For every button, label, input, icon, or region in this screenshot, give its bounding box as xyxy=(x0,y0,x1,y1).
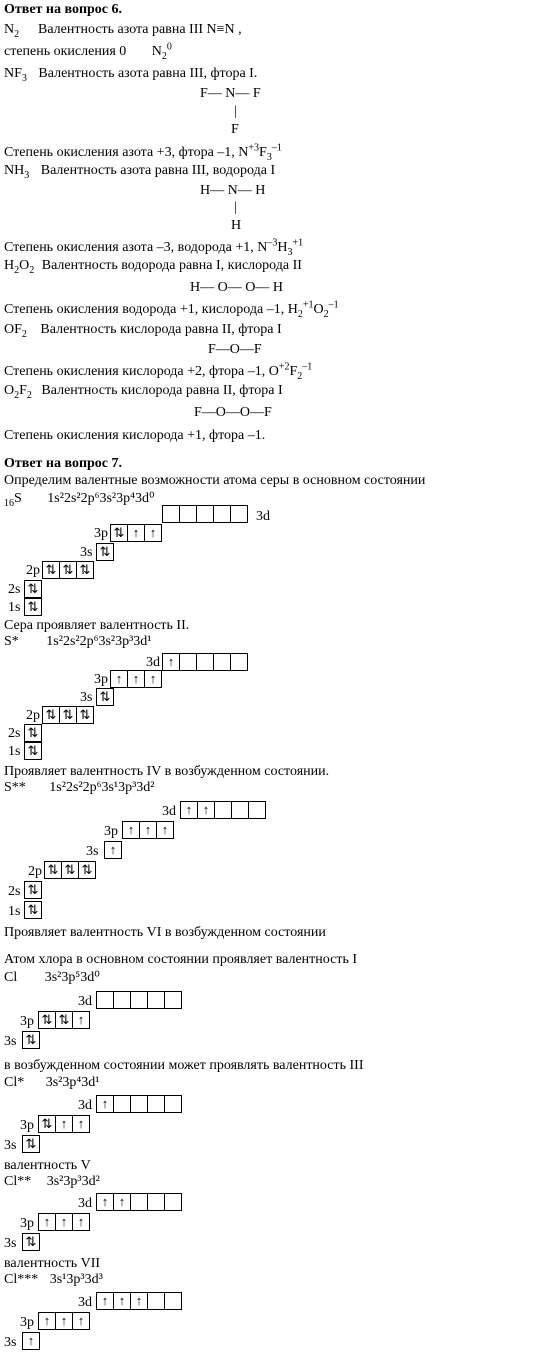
of2-sub: 2 xyxy=(21,328,27,340)
s-3s-label: 3s xyxy=(80,545,93,560)
up-arrow-icon: ↑ xyxy=(130,1292,148,1310)
s2-valence: Проявляет валентность VI в возбужденном состоянии xyxy=(4,925,326,940)
cl3-3s-cells xyxy=(22,1332,40,1350)
h2o2-ox-o: O xyxy=(313,302,324,317)
s1-3s-label: 3s xyxy=(80,690,93,705)
s2-2p-label: 2p xyxy=(28,864,42,879)
of2-ox-line xyxy=(4,361,313,382)
orbital-cell xyxy=(147,1095,165,1113)
pair-arrow-icon: ⇅ xyxy=(42,706,60,724)
q7-intro: Определим валентные возможности атома серы в основном состоянии xyxy=(4,473,426,488)
n2-structure: N≡N xyxy=(206,22,235,37)
s1-1s-cells xyxy=(24,742,42,760)
nh3-ox-text: Степень окисления азота –3, водорода +1, N xyxy=(4,240,268,255)
orbital-cell xyxy=(196,505,214,523)
s2-2s-label: 2s xyxy=(8,884,21,899)
nf3-ox-line xyxy=(4,142,282,163)
s1-2p-label: 2p xyxy=(26,708,40,723)
orbital-cell xyxy=(113,991,131,1009)
s2-3d-label: 3d xyxy=(162,804,176,819)
nf3-struct-bond: | xyxy=(234,104,237,119)
orbital-cell xyxy=(230,505,248,523)
nf3-ox-text: Степень окисления азота +3, фтора –1, N xyxy=(4,145,249,160)
orbital-cell xyxy=(164,1193,182,1211)
up-arrow-icon: ↑ xyxy=(122,821,140,839)
s1-3s-cells xyxy=(96,688,114,706)
orbital-cell xyxy=(248,801,266,819)
up-arrow-icon: ↑ xyxy=(96,1193,114,1211)
nh3-ox-sup1: –3 xyxy=(267,237,278,249)
o2f2-struct: F—O—O—F xyxy=(194,405,272,420)
of2-ox-sub: 2 xyxy=(297,370,303,382)
of2-ox-sup1: +2 xyxy=(278,361,290,373)
up-arrow-icon: ↑ xyxy=(96,1095,114,1113)
pair-arrow-icon: ⇅ xyxy=(24,881,42,899)
of2-ox-f: F xyxy=(289,364,298,379)
s-3s-cells xyxy=(96,543,114,561)
pair-arrow-icon: ⇅ xyxy=(55,1011,73,1029)
n2-formula-sub: 2 xyxy=(14,28,20,40)
nf3-ox-sup2: –1 xyxy=(271,142,282,154)
h2o2-ox-sup2: –1 xyxy=(328,299,339,311)
orbital-cell xyxy=(230,653,248,671)
cl2-valence: валентность V xyxy=(4,1158,91,1173)
pair-arrow-icon: ⇅ xyxy=(44,861,62,879)
pair-arrow-icon: ⇅ xyxy=(59,561,77,579)
up-arrow-icon: ↑ xyxy=(144,524,162,542)
n2-ox-formula: N xyxy=(151,44,162,59)
s-symbol: S xyxy=(14,491,22,506)
pair-arrow-icon: ⇅ xyxy=(110,524,128,542)
s2-config: 1s²2s²2p⁶3s¹3p³3d² xyxy=(49,780,155,795)
up-arrow-icon: ↑ xyxy=(139,821,157,839)
cl1-3p-cells xyxy=(38,1115,90,1133)
s-3d-cells xyxy=(162,505,248,523)
cl1-3d-label: 3d xyxy=(78,1098,92,1113)
h2o2-ox-line xyxy=(4,299,339,320)
cl1-3d-cells xyxy=(96,1095,182,1113)
h2o2-line xyxy=(4,258,302,274)
up-arrow-icon: ↑ xyxy=(55,1213,73,1231)
up-arrow-icon: ↑ xyxy=(180,801,198,819)
cl2-symbol: Cl** xyxy=(4,1174,32,1189)
o2f2-sub2: 2 xyxy=(26,389,32,401)
o2f2-sub1: 2 xyxy=(14,389,20,401)
s2-2s-cells xyxy=(24,881,42,899)
h2o2-sub2: 2 xyxy=(29,264,35,276)
orbital-cell xyxy=(130,1095,148,1113)
pair-arrow-icon: ⇅ xyxy=(96,543,114,561)
h2o2-ox-text: Степень окисления водорода +1, кислорода –1, H xyxy=(4,302,298,317)
of2-formula: OF xyxy=(4,322,22,337)
s-valence: Сера проявляет валентность II. xyxy=(4,618,190,633)
s-2s-cells xyxy=(24,580,42,598)
orbital-cell xyxy=(130,1193,148,1211)
cl1-3p-label: 3p xyxy=(20,1118,34,1133)
s1-symbol: S* xyxy=(4,634,19,649)
h2o2-struct: H— O— O— H xyxy=(190,280,283,295)
cl-3s-cells xyxy=(22,1031,40,1049)
pair-arrow-icon: ⇅ xyxy=(59,706,77,724)
of2-ox-text: Степень окисления кислорода +2, фтора –1, O xyxy=(4,364,279,379)
pair-arrow-icon: ⇅ xyxy=(22,1135,40,1153)
of2-struct: F—O—F xyxy=(208,342,262,357)
up-arrow-icon: ↑ xyxy=(104,841,122,859)
of2-line xyxy=(4,322,282,338)
o2f2-ox-line: Степень окисления кислорода +1, фтора –1. xyxy=(4,428,266,443)
cl1-config: 3s²3p⁴3d¹ xyxy=(45,1075,100,1090)
s2-1s-label: 1s xyxy=(8,904,21,919)
cl-3s-label: 3s xyxy=(4,1034,17,1049)
pair-arrow-icon: ⇅ xyxy=(38,1115,56,1133)
up-arrow-icon: ↑ xyxy=(38,1213,56,1231)
up-arrow-icon: ↑ xyxy=(127,524,145,542)
up-arrow-icon: ↑ xyxy=(55,1312,73,1330)
cl2-3d-label: 3d xyxy=(78,1196,92,1211)
nf3-text: Валентность азота равна III, фтора I. xyxy=(38,66,258,81)
nf3-sub: 3 xyxy=(21,72,27,84)
cl-intro: Атом хлора в основном состоянии проявляет валентность I xyxy=(4,952,358,967)
nh3-struct-bottom: H xyxy=(231,218,242,233)
cl3-config: 3s¹3p³3d³ xyxy=(49,1272,103,1287)
cl-line xyxy=(4,970,100,986)
nh3-ox-sub: 3 xyxy=(287,246,293,258)
orbital-cell xyxy=(213,653,231,671)
up-arrow-icon: ↑ xyxy=(127,670,145,688)
cl3-line xyxy=(4,1272,103,1288)
h2o2-ox-sup1: +1 xyxy=(302,299,314,311)
orbital-cell xyxy=(130,991,148,1009)
s1-config: 1s²2s²2p⁶3s²3p³3d¹ xyxy=(46,634,152,649)
cl3-3p-cells xyxy=(38,1312,90,1330)
h2o2-text: Валентность водорода равна I, кислорода II xyxy=(41,258,302,273)
s-2p-cells xyxy=(42,561,94,579)
s2-3p-cells xyxy=(122,821,174,839)
nf3-struct-top: F— N— F xyxy=(200,86,261,101)
nf3-struct-bottom: F xyxy=(231,122,239,137)
s-3d-label: 3d xyxy=(256,509,270,524)
orbital-cell xyxy=(113,1095,131,1113)
cl-3d-label: 3d xyxy=(78,994,92,1009)
orbital-cell xyxy=(162,505,180,523)
cl3-valence: валентность VII xyxy=(4,1256,101,1271)
s1-2p-cells xyxy=(42,706,94,724)
nh3-ox-sup2: +1 xyxy=(292,237,304,249)
pair-arrow-icon: ⇅ xyxy=(96,688,114,706)
pair-arrow-icon: ⇅ xyxy=(24,742,42,760)
s-config: 1s²2s²2p⁶3s²3p⁴3d⁰ xyxy=(47,491,155,506)
cl2-config: 3s²3p³3d² xyxy=(46,1174,100,1189)
pair-arrow-icon: ⇅ xyxy=(78,861,96,879)
nh3-ox-h: H xyxy=(277,240,288,255)
s-3p-label: 3p xyxy=(94,526,108,541)
s1-3d-cells xyxy=(162,653,248,671)
pair-arrow-icon: ⇅ xyxy=(24,901,42,919)
n2-line xyxy=(4,22,19,38)
orbital-cell xyxy=(147,991,165,1009)
up-arrow-icon: ↑ xyxy=(72,1115,90,1133)
pair-arrow-icon: ⇅ xyxy=(22,1233,40,1251)
cl2-3s-label: 3s xyxy=(4,1236,17,1251)
s-line xyxy=(4,491,155,507)
cl-symbol: Cl xyxy=(4,970,18,985)
up-arrow-icon: ↑ xyxy=(162,653,180,671)
s1-2s-cells xyxy=(24,724,42,742)
cl1-3s-label: 3s xyxy=(4,1138,17,1153)
n2-text xyxy=(38,22,242,38)
q7-heading: Ответ на вопрос 7. xyxy=(4,456,123,471)
up-arrow-icon: ↑ xyxy=(113,1292,131,1310)
orbital-cell xyxy=(214,801,232,819)
s1-1s-label: 1s xyxy=(8,744,21,759)
up-arrow-icon: ↑ xyxy=(197,801,215,819)
nh3-text: Валентность азота равна III, водорода I xyxy=(40,163,276,178)
q6-heading: Ответ на вопрос 6. xyxy=(4,2,123,17)
pair-arrow-icon: ⇅ xyxy=(38,1011,56,1029)
orbital-cell xyxy=(164,991,182,1009)
cl2-line xyxy=(4,1174,100,1190)
up-arrow-icon: ↑ xyxy=(55,1115,73,1133)
orbital-cell xyxy=(96,991,114,1009)
s1-2s-label: 2s xyxy=(8,726,21,741)
pair-arrow-icon: ⇅ xyxy=(24,724,42,742)
pair-arrow-icon: ⇅ xyxy=(22,1031,40,1049)
up-arrow-icon: ↑ xyxy=(72,1011,90,1029)
up-arrow-icon: ↑ xyxy=(110,670,128,688)
s1-3p-label: 3p xyxy=(94,672,108,687)
pair-arrow-icon: ⇅ xyxy=(76,706,94,724)
nf3-ox-f: F xyxy=(259,145,267,160)
s-atomic-number: 16 xyxy=(4,497,14,509)
cl2-3d-cells xyxy=(96,1193,182,1211)
cl-config: 3s²3p⁵3d⁰ xyxy=(44,970,100,985)
s-3p-cells xyxy=(110,524,162,542)
orbital-cell xyxy=(213,505,231,523)
s1-3p-cells xyxy=(110,670,162,688)
pair-arrow-icon: ⇅ xyxy=(24,598,42,616)
cl3-3p-label: 3p xyxy=(20,1315,34,1330)
up-arrow-icon: ↑ xyxy=(72,1213,90,1231)
s1-valence: Проявляет валентность IV в возбужденном состоянии. xyxy=(4,764,330,779)
nh3-struct-top: H— N— H xyxy=(200,183,266,198)
nh3-line xyxy=(4,163,275,179)
h2o2-ox-sub2: 2 xyxy=(323,308,329,320)
nf3-ox-sub: 3 xyxy=(266,151,272,163)
n2-comma: , xyxy=(238,22,242,37)
up-arrow-icon: ↑ xyxy=(156,821,174,839)
cl-3d-cells xyxy=(96,991,182,1009)
orbital-cell xyxy=(164,1292,182,1310)
orbital-cell xyxy=(231,801,249,819)
up-arrow-icon: ↑ xyxy=(38,1312,56,1330)
nf3-line xyxy=(4,66,257,82)
cl2-3s-cells xyxy=(22,1233,40,1251)
cl3-3d-label: 3d xyxy=(78,1295,92,1310)
n2-ox-sup: 0 xyxy=(166,41,172,53)
orbital-cell xyxy=(147,1292,165,1310)
cl3-3s-label: 3s xyxy=(4,1335,17,1350)
s-1s-label: 1s xyxy=(8,600,21,615)
s-1s-cells xyxy=(24,598,42,616)
n2-ox-text: степень окисления 0 xyxy=(4,44,127,59)
cl3-symbol: Cl*** xyxy=(4,1272,39,1287)
s2-3p-label: 3p xyxy=(104,824,118,839)
cl-3p-cells xyxy=(38,1011,90,1029)
cl1-line xyxy=(4,1075,99,1091)
nh3-formula: NH xyxy=(4,163,25,178)
up-arrow-icon: ↑ xyxy=(144,670,162,688)
nh3-sub: 3 xyxy=(24,169,30,181)
s1-line xyxy=(4,634,152,650)
h2o2-o: O xyxy=(19,258,30,273)
up-arrow-icon: ↑ xyxy=(96,1292,114,1310)
s2-symbol: S** xyxy=(4,780,26,795)
cl-exc: в возбужденном состоянии может проявлять валентность III xyxy=(4,1058,364,1073)
orbital-cell xyxy=(179,653,197,671)
s2-1s-cells xyxy=(24,901,42,919)
cl-3p-label: 3p xyxy=(20,1014,34,1029)
cl1-symbol: Cl* xyxy=(4,1075,25,1090)
s2-3s-cells xyxy=(104,841,122,859)
nf3-formula: NF xyxy=(4,66,22,81)
h2o2-ox-sub1: 2 xyxy=(297,308,303,320)
s1-3d-label: 3d xyxy=(146,655,160,670)
pair-arrow-icon: ⇅ xyxy=(42,561,60,579)
o2f2-formula: O xyxy=(4,383,15,398)
nf3-ox-sup1: +3 xyxy=(248,142,260,154)
cl3-3d-cells xyxy=(96,1292,182,1310)
up-arrow-icon: ↑ xyxy=(113,1193,131,1211)
s-2s-label: 2s xyxy=(8,582,21,597)
h2o2-sub1: 2 xyxy=(14,264,20,276)
nh3-struct-bond: | xyxy=(234,200,237,215)
s2-line xyxy=(4,780,155,796)
pair-arrow-icon: ⇅ xyxy=(24,580,42,598)
n2-valence-text: Валентность азота равна III xyxy=(38,22,204,37)
orbital-cell xyxy=(179,505,197,523)
orbital-cell xyxy=(164,1095,182,1113)
n2-ox-sub: 2 xyxy=(161,50,167,62)
o2f2-f: F xyxy=(19,383,27,398)
cl1-3s-cells xyxy=(22,1135,40,1153)
o2f2-line xyxy=(4,383,283,399)
pair-arrow-icon: ⇅ xyxy=(76,561,94,579)
h2o2-formula: H xyxy=(4,258,15,273)
cl2-3p-label: 3p xyxy=(20,1216,34,1231)
o2f2-text: Валентность кислорода равна II, фтора I xyxy=(41,383,283,398)
n2-ox-line xyxy=(4,41,172,62)
up-arrow-icon: ↑ xyxy=(72,1312,90,1330)
s-2p-label: 2p xyxy=(26,563,40,578)
orbital-cell xyxy=(196,653,214,671)
up-arrow-icon: ↑ xyxy=(22,1332,40,1350)
s2-3s-label: 3s xyxy=(86,844,99,859)
nh3-ox-line xyxy=(4,237,304,258)
of2-ox-sup2: –1 xyxy=(302,361,313,373)
orbital-cell xyxy=(147,1193,165,1211)
pair-arrow-icon: ⇅ xyxy=(61,861,79,879)
s2-2p-cells xyxy=(44,861,96,879)
cl2-3p-cells xyxy=(38,1213,90,1231)
s2-3d-cells xyxy=(180,801,266,819)
of2-text: Валентность кислорода равна II, фтора I xyxy=(40,322,282,337)
n2-formula: N xyxy=(4,22,15,37)
